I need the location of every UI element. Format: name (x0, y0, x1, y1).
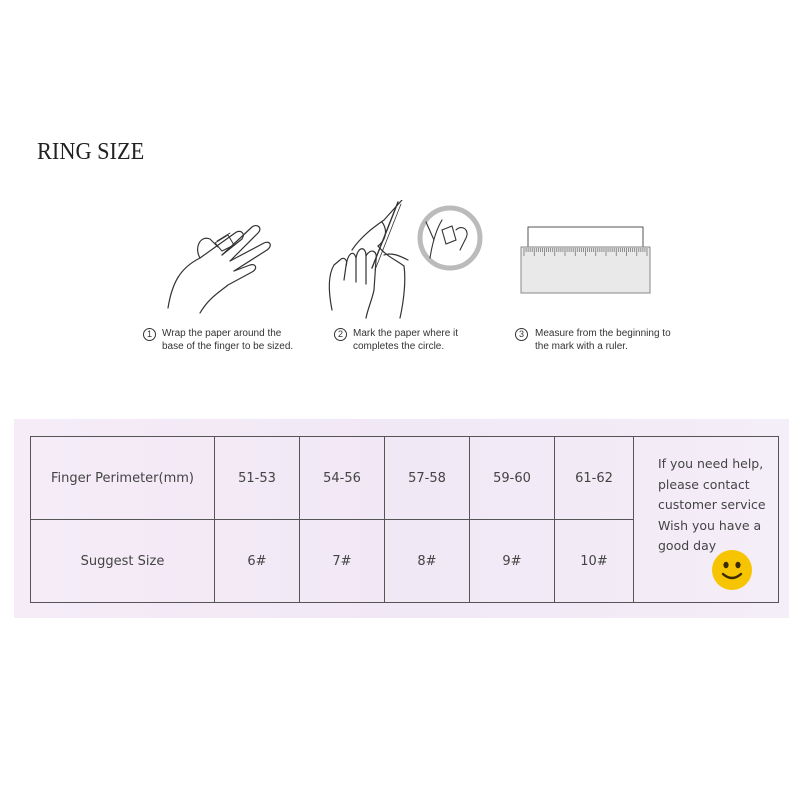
table-cell: 59-60 (470, 437, 555, 520)
step-3-line-1: Measure from the beginning to (535, 328, 671, 339)
table-cell: 57-58 (385, 437, 470, 520)
table-cell: 54-56 (300, 437, 385, 520)
step-3-number: 3 (515, 328, 528, 341)
page-title: RING SIZE (37, 139, 145, 165)
size-table (30, 436, 779, 603)
step-2-line-2: completes the circle. (353, 341, 445, 352)
smiley-face-icon (711, 549, 753, 591)
step-1-text (162, 327, 293, 353)
help-line: If you need help, (658, 456, 764, 471)
table-cell: 61-62 (555, 437, 634, 520)
table-cell: 6# (215, 520, 300, 603)
table-cell: 10# (555, 520, 634, 603)
help-line: good day (658, 538, 717, 553)
help-line: please contact (658, 476, 750, 492)
help-line: Wish you have a (658, 517, 762, 533)
table-cell: 51-53 (215, 437, 300, 520)
step-3-line-2: the mark with a ruler. (535, 341, 628, 352)
table-cell: 7# (300, 520, 385, 603)
hand-mark-illustration (322, 200, 487, 325)
instruction-steps (0, 195, 800, 365)
help-message (634, 437, 779, 603)
step-2-line-1: Mark the paper where it (353, 328, 459, 339)
step-1-line-2: base of the finger to be sized. (162, 341, 294, 352)
step-2-number: 2 (334, 328, 347, 341)
ruler-illustration (518, 225, 653, 295)
help-line: customer service (658, 497, 766, 512)
step-1-line-1: Wrap the paper around the (162, 328, 282, 339)
step-2-text (353, 327, 458, 353)
hand-wrap-illustration (160, 213, 280, 323)
row-label-finger-perimeter: Finger Perimeter(mm) (31, 437, 215, 520)
table-row (31, 437, 779, 520)
step-3-text (535, 327, 671, 353)
row-label-suggest-size: Suggest Size (31, 520, 215, 603)
table-cell: 9# (470, 520, 555, 603)
table-cell: 8# (385, 520, 470, 603)
step-1-number: 1 (143, 328, 156, 341)
